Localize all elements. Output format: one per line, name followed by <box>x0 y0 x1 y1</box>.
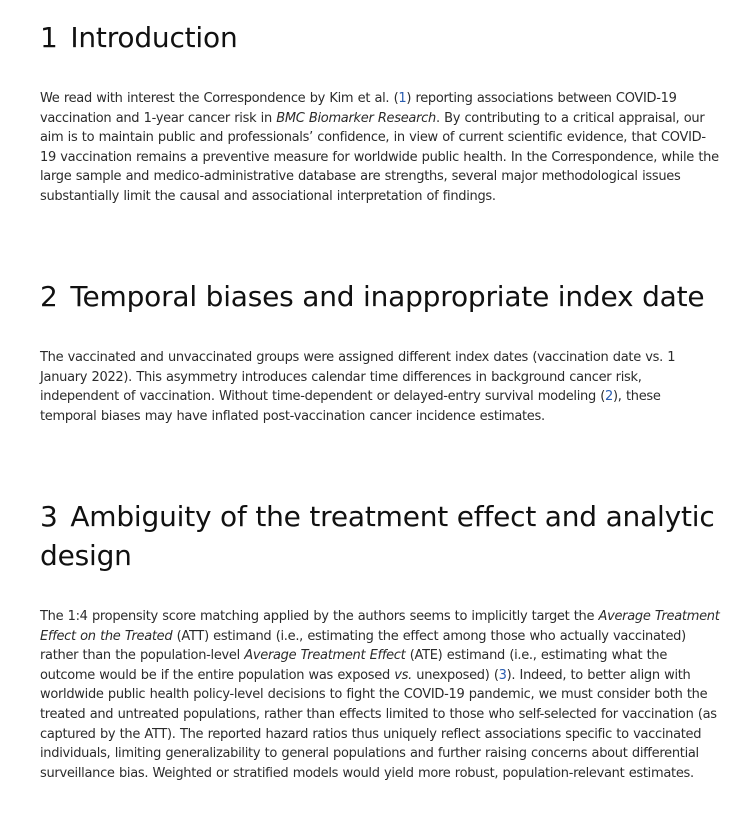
section-paragraph <box>40 89 720 207</box>
text-segment: ), these temporal biases may have inflated post-vaccination cancer incidence estimates. <box>40 389 661 424</box>
section-temporal-biases <box>40 277 720 426</box>
text-segment: The 1:4 propensity score matching applied by the authors seems to implicitly target the <box>40 609 599 624</box>
reference-link-3[interactable]: 3 <box>498 667 507 683</box>
section-heading <box>40 497 720 575</box>
section-heading <box>40 18 720 57</box>
section-number: 3 <box>40 500 58 533</box>
text-segment: (ATT) estimand (i.e., estimating the effect among those who actually vaccinated) rather than the population-level <box>40 628 686 664</box>
journal-name: BMC Biomarker Research <box>276 110 436 126</box>
section-number: 1 <box>40 21 58 54</box>
term-vs: vs. <box>394 667 412 683</box>
text-segment: (ATE) estimand (i.e., estimating what the outcome would be if the entire population was exposed <box>40 648 668 683</box>
text-segment: . By contributing to a critical appraisal, our aim is to maintain public and professionals’ confidence, in view of current scientific evidence, that COVID-19 vaccination remains a preventive measure for worldwide public health. In the Correspondence, while the large sample and medico-administrative database are strengths, several major methodological issues substantially limit the causal and associational interpretation of findings. <box>40 110 719 204</box>
section-title: Introduction <box>70 21 238 54</box>
text-segment: We read with interest the Correspondence by Kim et al. ( <box>40 91 399 106</box>
term-att: Average Treatment Effect on the Treated <box>40 609 720 644</box>
text-segment: ) reporting associations between COVID-19 vaccination and 1-year cancer risk in <box>40 91 677 126</box>
section-paragraph <box>40 348 720 426</box>
section-treatment-effect <box>40 497 720 783</box>
section-paragraph <box>40 607 720 783</box>
text-segment: ). Indeed, to better align with worldwide public health policy-level decisions to fight the COVID-19 pandemic, we must consider both the treated and untreated populations, rather than effects limited to those who self-selected for vaccination (as captured by the ATT). The reported hazard ratios thus uniquely reflect associations specific to vaccinated individuals, limiting generalizability to general populations and further raising concerns about differential surveillance bias. Weighted or stratified models would yield more robust, population-relevant estimates. <box>40 667 717 781</box>
reference-link-1[interactable]: 1 <box>398 91 407 106</box>
reference-link-2[interactable]: 2 <box>605 389 614 405</box>
section-title: Temporal biases and inappropriate index date <box>70 280 705 313</box>
section-introduction <box>40 18 720 207</box>
text-segment: unexposed) ( <box>411 667 499 683</box>
section-number: 2 <box>40 280 58 313</box>
section-heading <box>40 277 720 316</box>
term-ate: Average Treatment Effect <box>244 648 406 664</box>
section-title: Ambiguity of the treatment effect and analytic design <box>40 500 715 572</box>
text-segment: The vaccinated and unvaccinated groups were assigned different index dates (vaccination date vs. 1 January 2022). This asymmetry introduces calendar time differences in background cancer risk, independent of vaccination. Without time-dependent or delayed-entry survival modeling ( <box>40 350 676 405</box>
